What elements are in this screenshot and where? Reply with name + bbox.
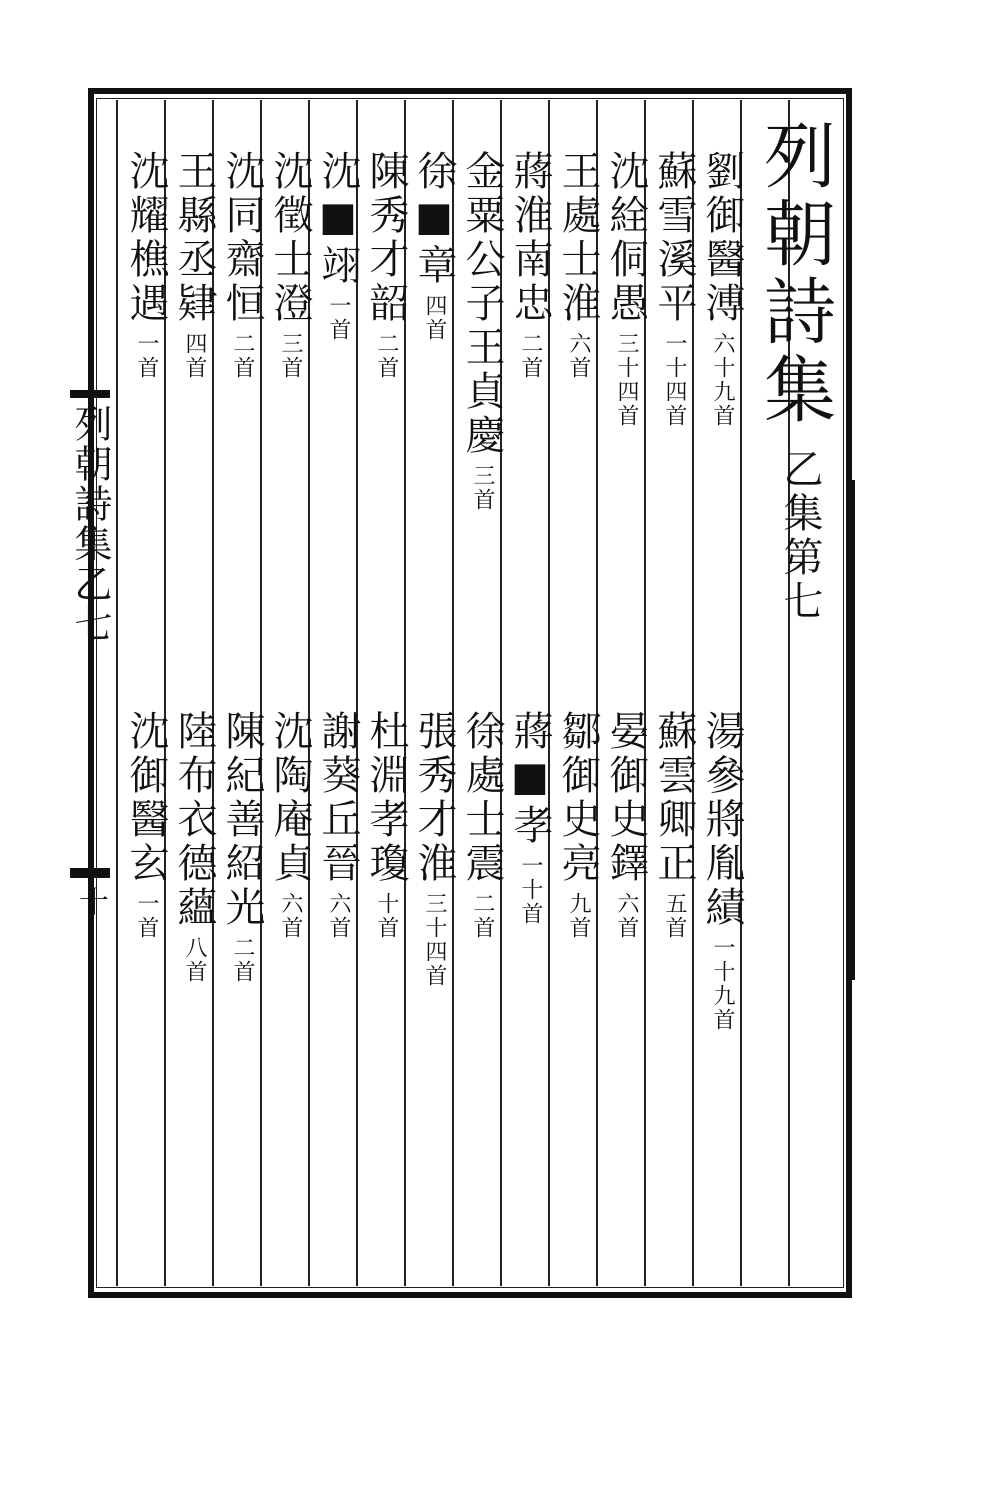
entry-count: 九首 (566, 892, 591, 940)
entry-name: 劉御醫溥 (699, 150, 745, 326)
lower-entry (508, 710, 552, 926)
entry-count: 六首 (326, 892, 351, 940)
entry-name: 徐處士震 (459, 710, 505, 886)
entry-count: 八首 (182, 936, 207, 984)
margin-folio: 十 (70, 868, 110, 916)
entry-count: 四首 (182, 332, 207, 380)
entry-name: 王縣丞肄 (171, 150, 217, 326)
entry-count: 六首 (614, 892, 639, 940)
upper-entry (508, 150, 552, 380)
lower-entry (460, 710, 504, 940)
entry-count: 二首 (374, 332, 399, 380)
entry-name: 蔣淮南忠 (507, 150, 553, 326)
upper-entry (556, 150, 600, 380)
upper-entry (172, 150, 216, 380)
lower-entry (652, 710, 696, 940)
entry-count: 三十四首 (614, 332, 639, 428)
entry-count: 一十四首 (662, 332, 687, 428)
entry-name: 金粟公子王貞慶 (459, 150, 505, 458)
lower-entry (316, 710, 360, 940)
lower-entry (172, 710, 216, 984)
upper-entry (268, 150, 312, 380)
entry-name: 沈御醫玄 (123, 710, 169, 886)
entry-name: 蘇雲卿正 (651, 710, 697, 886)
lower-entry (124, 710, 168, 940)
page-edge-mark (852, 480, 869, 980)
entry-name: 沈陶庵貞 (267, 710, 313, 886)
lower-entry (412, 710, 456, 988)
volume-subtitle: 乙集第七 (777, 448, 823, 624)
lower-entry (268, 710, 312, 940)
entry-name: 沈耀樵遇 (123, 150, 169, 326)
entry-count: 六首 (278, 892, 303, 940)
margin-label: 列朝詩集乙七 (70, 390, 110, 644)
entry-name: 徐■章 (411, 150, 457, 288)
upper-entry (220, 150, 264, 380)
entry-count: 一首 (326, 294, 351, 342)
entry-count: 五首 (662, 892, 687, 940)
lower-entry (220, 710, 264, 984)
entry-name: 沈徵士澄 (267, 150, 313, 326)
entry-name: 陳秀才韶 (363, 150, 409, 326)
entry-count: 一首 (134, 892, 159, 940)
upper-entry (604, 150, 648, 428)
entry-name: 晏御史鐸 (603, 710, 649, 886)
entry-name: 王處士淮 (555, 150, 601, 326)
lower-entry (364, 710, 408, 940)
book-title: 列朝詩集 (752, 118, 836, 430)
entry-name: 謝葵丘晉 (315, 710, 361, 886)
entry-name: 陸布衣德蘊 (171, 710, 217, 930)
entry-count: 六首 (566, 332, 591, 380)
upper-entry (364, 150, 408, 380)
entry-name: 沈同齋恒 (219, 150, 265, 326)
entry-count: 一十九首 (710, 936, 735, 1032)
entry-count: 二首 (230, 936, 255, 984)
entry-name: 蘇雪溪平 (651, 150, 697, 326)
upper-entry (412, 150, 456, 342)
upper-entry (316, 150, 360, 342)
entry-name: 蔣■孝 (507, 710, 553, 848)
upper-entry (460, 150, 504, 512)
entry-name: 張秀才淮 (411, 710, 457, 886)
entry-count: 四首 (422, 294, 447, 342)
entry-count: 一十首 (518, 854, 543, 926)
entry-name: 湯參將胤績 (699, 710, 745, 930)
entry-name: 沈■翊 (315, 150, 361, 288)
lower-entry (604, 710, 648, 940)
entry-count: 三首 (470, 464, 495, 512)
entry-count: 十首 (374, 892, 399, 940)
entry-count: 一首 (134, 332, 159, 380)
lower-entry (556, 710, 600, 940)
entry-count: 三十四首 (422, 892, 447, 988)
entry-count: 二首 (470, 892, 495, 940)
entry-count: 三首 (278, 332, 303, 380)
entry-count: 二首 (518, 332, 543, 380)
entry-count: 六十九首 (710, 332, 735, 428)
column-rule (116, 100, 118, 1286)
lower-entry (700, 710, 744, 1032)
upper-entry (124, 150, 168, 380)
upper-entry (700, 150, 744, 428)
entry-name: 沈絟侗愚 (603, 150, 649, 326)
entry-name: 杜淵孝瓊 (363, 710, 409, 886)
entry-name: 陳紀善紹光 (219, 710, 265, 930)
entry-name: 鄒御史亮 (555, 710, 601, 886)
upper-entry (652, 150, 696, 428)
entry-count: 二首 (230, 332, 255, 380)
